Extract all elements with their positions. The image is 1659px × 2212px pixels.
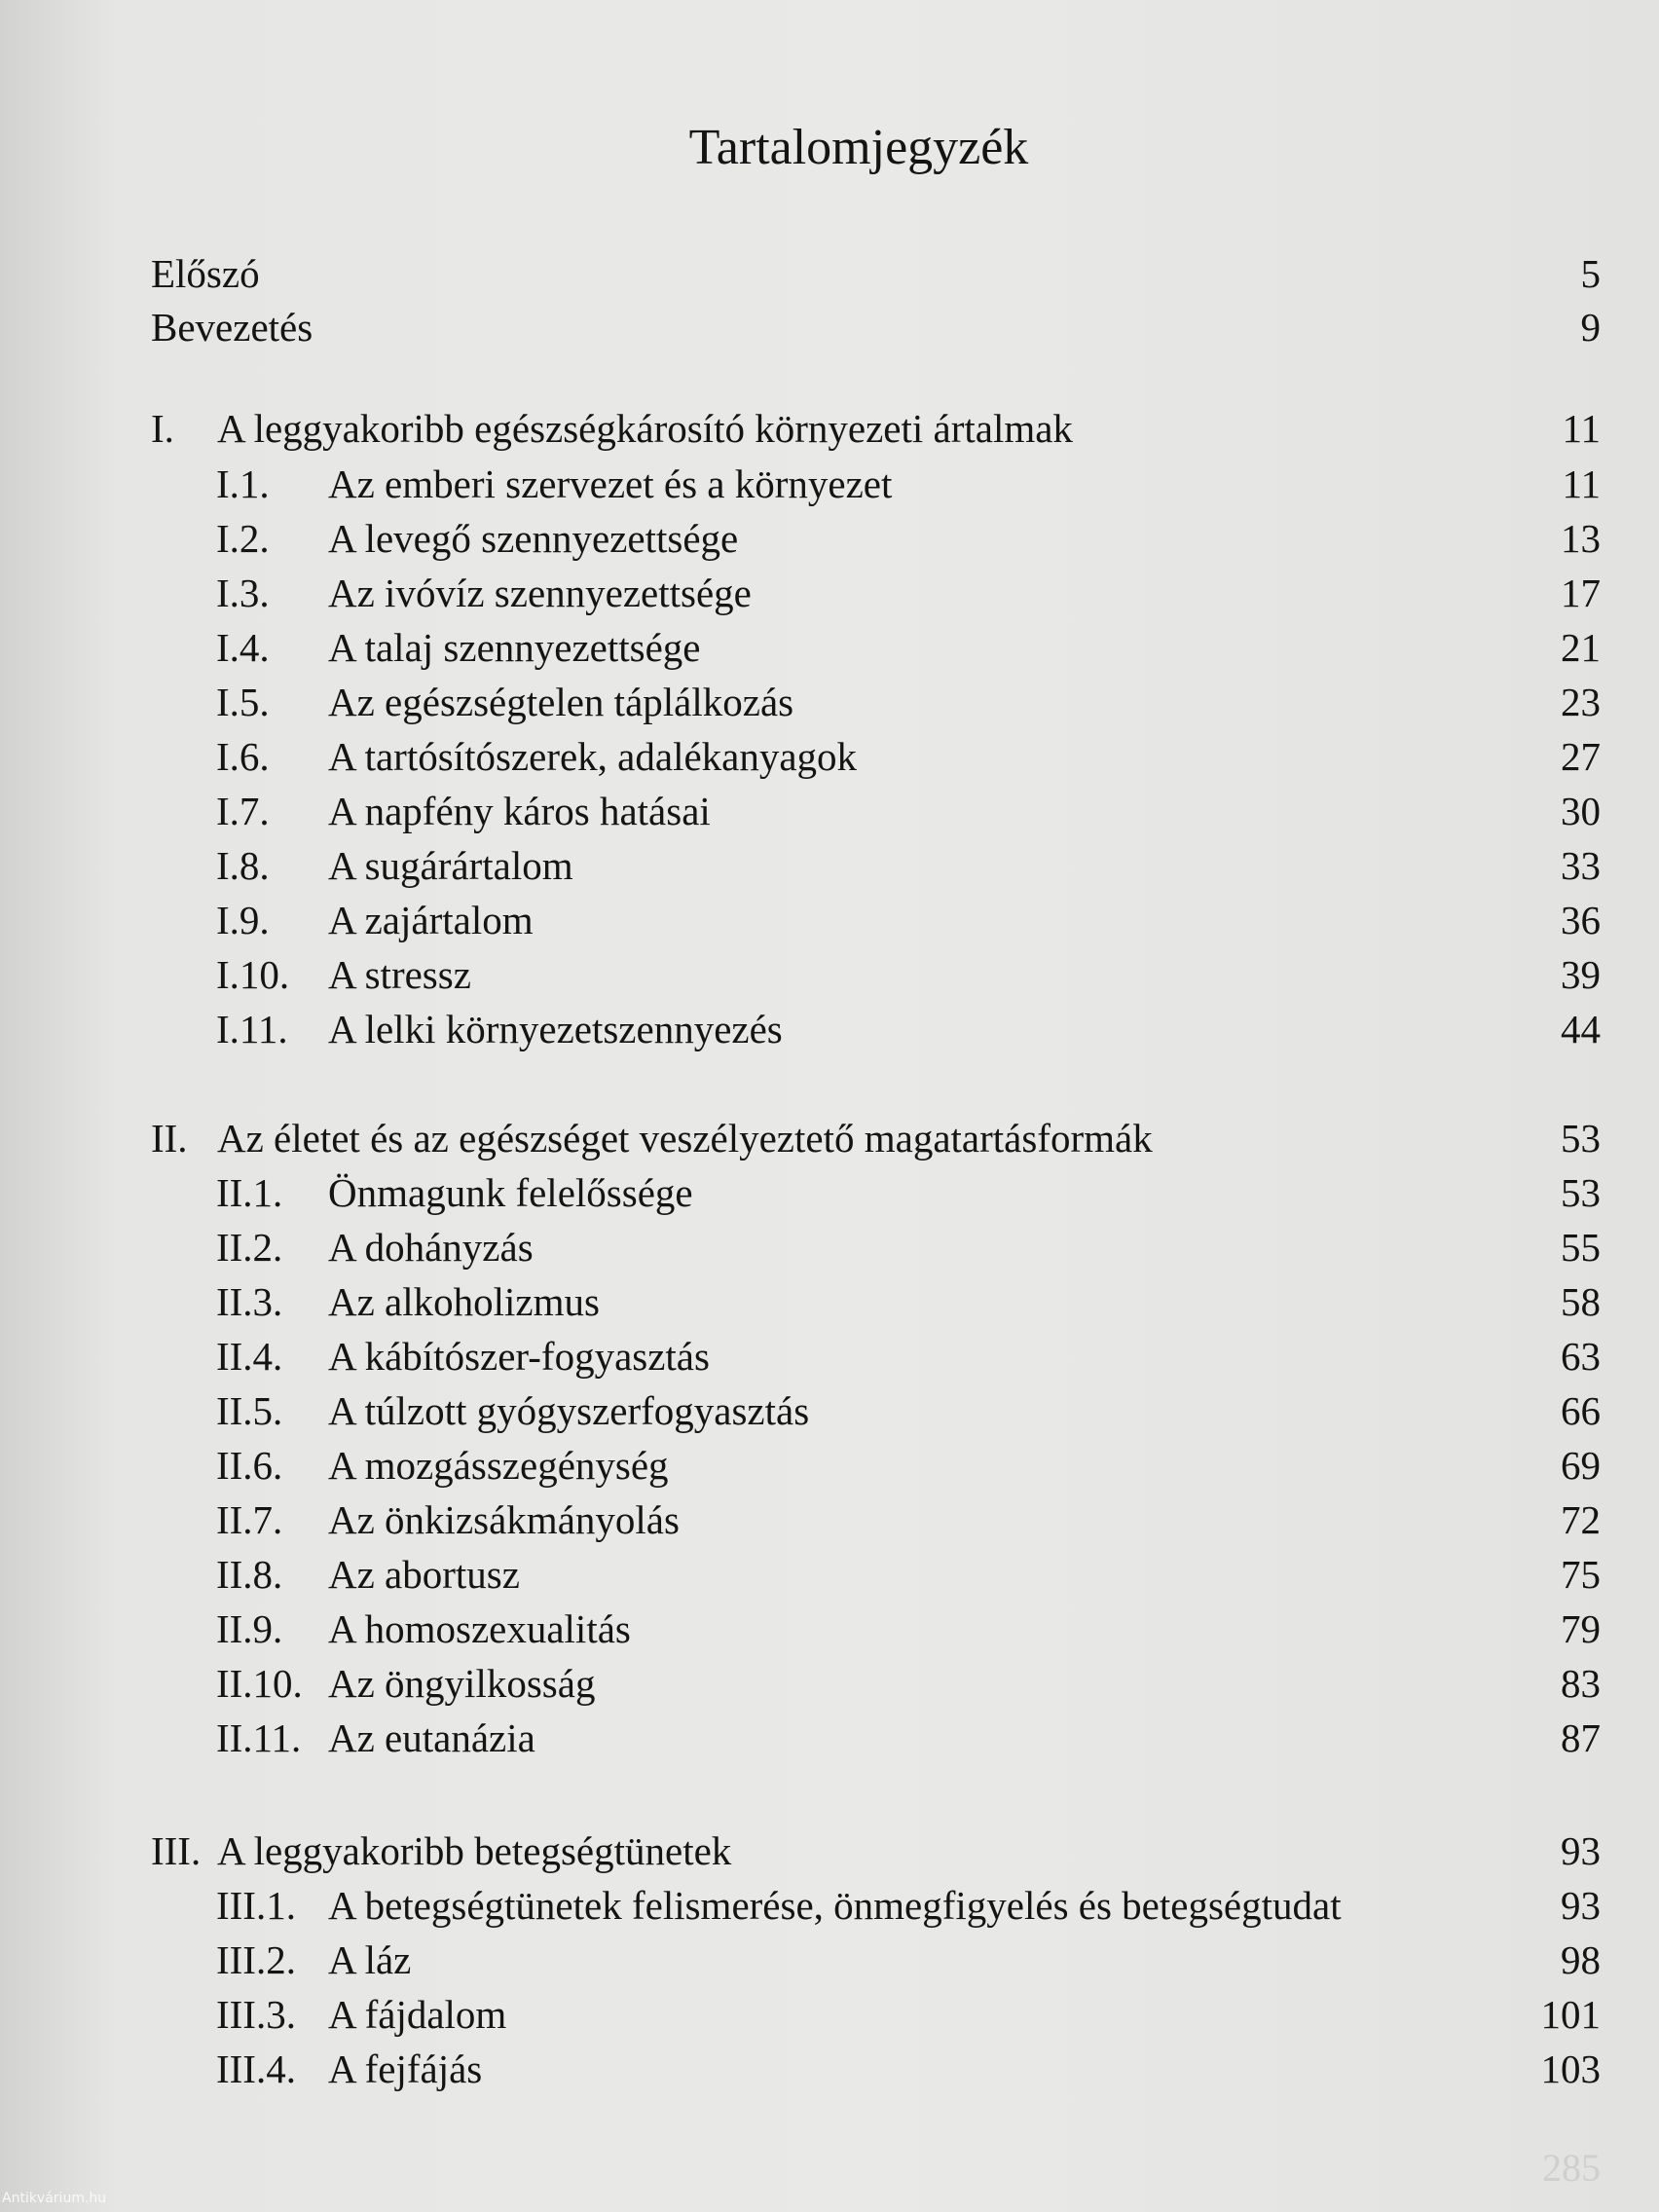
toc-entry [0, 838, 1659, 893]
entry-number: II.8. [216, 1552, 283, 1597]
entry-number: I.10. [216, 952, 290, 997]
entry-page-number: 53 [1561, 1170, 1601, 1215]
entry-number: III.2. [216, 1937, 296, 1982]
entry-title: A napfény káros hatásai [328, 789, 711, 833]
entry-title: A zajártalom [328, 898, 534, 942]
entry-title: A fejfájás [328, 2046, 483, 2091]
entry-title: A lelki környezetszennyezés [328, 1007, 783, 1051]
entry-title: A mozgásszegénység [328, 1443, 669, 1488]
entry-number: I.11. [216, 1007, 288, 1051]
entry-title: A túlzott gyógyszerfogyasztás [328, 1388, 810, 1433]
entry-number: III.3. [216, 1992, 296, 2037]
toc-entry [0, 675, 1659, 729]
chapter-page-number: 53 [1561, 1116, 1601, 1161]
toc-entry [0, 2042, 1659, 2096]
toc-entry [0, 1547, 1659, 1602]
entry-page-number: 55 [1561, 1225, 1601, 1270]
entry-page-number: 66 [1561, 1388, 1601, 1433]
toc-entry [0, 1383, 1659, 1438]
entry-title: A láz [328, 1937, 412, 1982]
entry-page-number: 101 [1540, 1992, 1601, 2037]
entry-page-number: 63 [1561, 1334, 1601, 1379]
toc-chapter-heading [0, 1111, 1659, 1165]
page-title: Tartalomjegyzék [688, 120, 1029, 175]
toc-entry [0, 457, 1659, 511]
entry-page-number: 33 [1561, 843, 1601, 888]
entry-number: I.7. [216, 789, 270, 833]
toc-entry-front [0, 246, 1659, 301]
entry-number: I.4. [216, 625, 270, 670]
toc-entry [0, 1274, 1659, 1329]
toc-entry [0, 620, 1659, 675]
entry-title: Az öngyilkosság [328, 1661, 596, 1706]
entry-number: II.1. [216, 1170, 283, 1215]
entry-page-number: 11 [1562, 461, 1601, 506]
toc-entry [0, 1711, 1659, 1765]
toc-entry [0, 1656, 1659, 1711]
entry-page-number: 98 [1561, 1937, 1601, 1982]
chapter-number: III. [151, 1828, 202, 1873]
chapter-page-number: 11 [1562, 406, 1601, 451]
entry-page-number: 87 [1561, 1715, 1601, 1760]
entry-number: I.1. [216, 461, 270, 506]
entry-number: II.4. [216, 1334, 283, 1379]
entry-title: Az abortusz [328, 1552, 520, 1597]
entry-number: I.8. [216, 843, 270, 888]
entry-title: A talaj szennyezettsége [328, 625, 701, 670]
entry-title: Az ivóvíz szennyezettsége [328, 571, 752, 615]
entry-page-number: 83 [1561, 1661, 1601, 1706]
entry-page-number: 13 [1561, 516, 1601, 561]
toc-entry [0, 893, 1659, 947]
entry-number: I.3. [216, 571, 270, 615]
entry-title: Az emberi szervezet és a környezet [328, 461, 893, 506]
entry-page-number: 93 [1561, 1883, 1601, 1928]
entry-title: A kábítószer-fogyasztás [328, 1334, 710, 1379]
entry-page-number: 58 [1561, 1279, 1601, 1324]
toc-entry [0, 1329, 1659, 1383]
entry-number: II.6. [216, 1443, 283, 1488]
entry-page-number: 17 [1561, 571, 1601, 615]
entry-number: II.3. [216, 1279, 283, 1324]
entry-title: A betegségtünetek felismerése, önmegfigyelés és betegségtudat [328, 1883, 1342, 1928]
entry-title: Az egészségtelen táplálkozás [328, 680, 794, 724]
entry-title: Előszó [151, 251, 260, 296]
chapter-title: Az életet és az egészséget veszélyeztető magatartásformák [217, 1116, 1153, 1161]
entry-number: III.1. [216, 1883, 296, 1928]
entry-title: A homoszexualitás [328, 1606, 631, 1651]
entry-title: A sugárártalom [328, 843, 573, 888]
entry-page-number: 36 [1561, 898, 1601, 942]
chapter-page-number: 93 [1561, 1828, 1601, 1873]
entry-title: Az alkoholizmus [328, 1279, 600, 1324]
entry-page-number: 30 [1561, 789, 1601, 833]
toc-entry [0, 1878, 1659, 1933]
entry-number: I.6. [216, 734, 270, 779]
entry-number: I.2. [216, 516, 270, 561]
entry-title: Bevezetés [151, 305, 313, 350]
entry-title: Az eutanázia [328, 1715, 535, 1760]
entry-page-number: 79 [1561, 1606, 1601, 1651]
chapter-title: A leggyakoribb betegségtünetek [217, 1828, 732, 1873]
watermark: Antikvárium.hu [2, 2191, 107, 2206]
entry-number: II.5. [216, 1388, 283, 1433]
entry-page-number: 21 [1561, 625, 1601, 670]
entry-page-number: 9 [1580, 305, 1601, 350]
toc-entry [0, 1493, 1659, 1547]
toc-entry [0, 1165, 1659, 1220]
entry-page-number: 69 [1561, 1443, 1601, 1488]
toc-chapter-heading [0, 401, 1659, 456]
entry-number: I.9. [216, 898, 270, 942]
entry-page-number: 27 [1561, 734, 1601, 779]
toc-chapter-heading [0, 1824, 1659, 1878]
entry-title: Az önkizsákmányolás [328, 1497, 680, 1542]
entry-page-number: 103 [1540, 2046, 1601, 2091]
toc-entry [0, 566, 1659, 620]
entry-number: II.7. [216, 1497, 283, 1542]
chapter-number: I. [151, 406, 174, 451]
toc-entry [0, 1220, 1659, 1274]
entry-number: II.9. [216, 1606, 283, 1651]
bleed-through-page-number: 285 [1542, 2146, 1601, 2190]
entry-number: III.4. [216, 2046, 296, 2091]
entry-page-number: 75 [1561, 1552, 1601, 1597]
entry-page-number: 23 [1561, 680, 1601, 724]
entry-title: A fájdalom [328, 1992, 507, 2037]
entry-title: A stressz [328, 952, 471, 997]
toc-entry [0, 1933, 1659, 1987]
entry-page-number: 39 [1561, 952, 1601, 997]
entry-page-number: 5 [1580, 251, 1601, 296]
toc-entry [0, 1002, 1659, 1056]
entry-title: A levegő szennyezettsége [328, 516, 739, 561]
entry-number: I.5. [216, 680, 270, 724]
toc-entry [0, 1602, 1659, 1656]
chapter-number: II. [151, 1116, 188, 1161]
entry-page-number: 44 [1561, 1007, 1601, 1051]
toc-entry [0, 729, 1659, 784]
toc-entry [0, 784, 1659, 838]
entry-number: II.11. [216, 1715, 302, 1760]
entry-page-number: 72 [1561, 1497, 1601, 1542]
toc-entry [0, 511, 1659, 566]
chapter-title: A leggyakoribb egészségkárosító környezeti ártalmak [217, 406, 1073, 451]
entry-title: Önmagunk felelőssége [328, 1170, 693, 1215]
toc-entry [0, 1987, 1659, 2042]
entry-title: A dohányzás [328, 1225, 534, 1270]
entry-number: II.10. [216, 1661, 303, 1706]
toc-entry-front [0, 300, 1659, 354]
entry-number: II.2. [216, 1225, 283, 1270]
toc-entry [0, 1438, 1659, 1493]
entry-title: A tartósítószerek, adalékanyagok [328, 734, 858, 779]
toc-entry [0, 947, 1659, 1002]
